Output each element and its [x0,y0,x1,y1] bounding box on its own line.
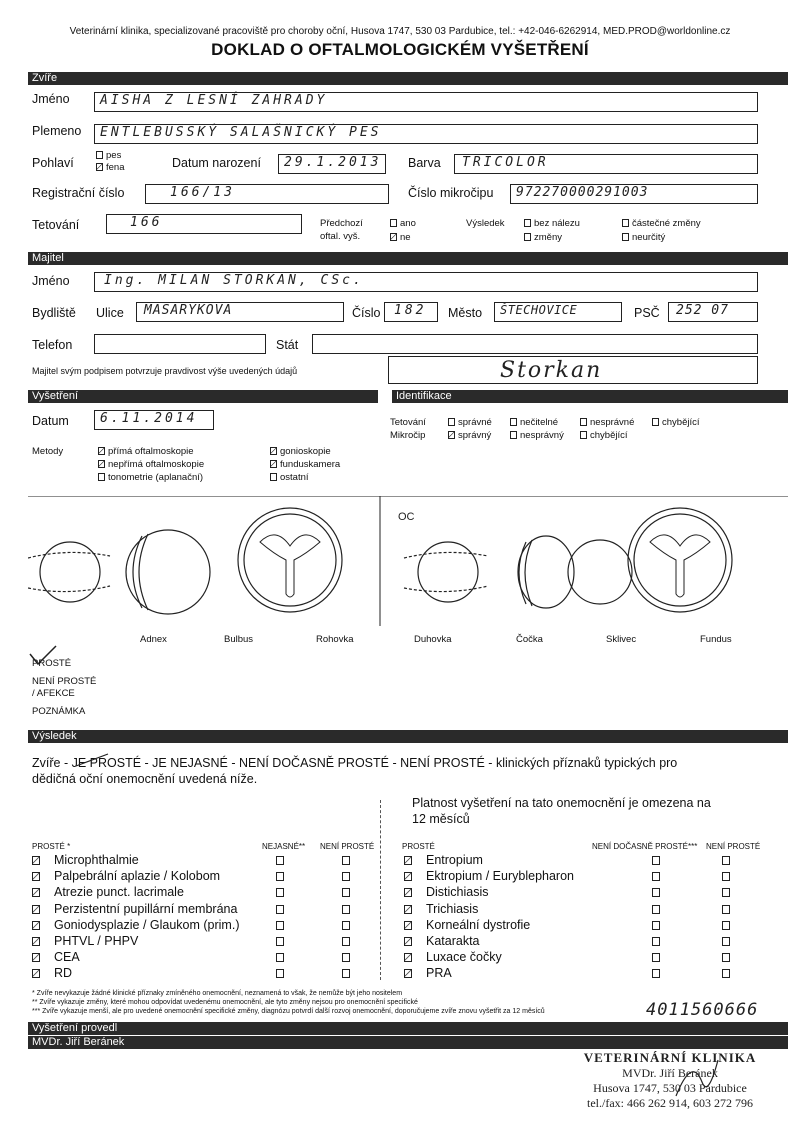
left-disease-name: CEA [54,950,80,965]
result-partial-text: částečné změny [632,218,701,229]
reg-label: Registrační číslo [32,186,125,200]
prev-yes-option[interactable] [390,218,416,229]
tattoo-illegible-option[interactable] [510,417,558,428]
right-disease-name: Korneální dystrofie [426,917,531,932]
exam-date-label: Datum [32,414,69,428]
right-option-checkbox[interactable] [722,921,730,930]
checkbox-checked[interactable] [448,431,455,439]
method-fundus-option[interactable] [270,459,340,470]
sex-label: Pohlaví [32,156,74,170]
prev-no-option[interactable] [390,232,411,243]
right-option-checkbox[interactable] [652,969,660,978]
left-clear-checkbox[interactable] [32,856,40,865]
sex-male-text: pes [106,150,122,161]
city-label: Město [448,306,483,320]
checkbox[interactable] [390,219,397,227]
result-none-text: bez nálezu [534,218,580,229]
street-label: Ulice [96,306,124,320]
owner-signature: Storkan [500,358,603,383]
method-direct-text: přímá oftalmoskopie [108,446,194,457]
checkbox[interactable] [622,233,629,241]
footnote-2: ** Zvíře vykazuje změny, které mohou odpovídat uvedenému onemocnění, ale tyto změny nejsou pro onemocnění specifické [32,999,418,1006]
state-label: Stát [276,338,299,352]
chip-missing-option[interactable] [580,430,628,441]
zip-value: 252 07 [676,303,729,318]
right-option-checkbox[interactable] [722,856,730,865]
left-option-checkbox[interactable] [342,953,350,962]
dob-label: Datum narození [172,156,261,170]
section-result: Výsledek [28,730,788,743]
animal-name-label: Jméno [32,92,70,106]
checkbox[interactable] [524,219,531,227]
checkbox[interactable] [622,219,629,227]
color-label: Barva [408,156,441,170]
tattoo-correct-option[interactable] [448,417,492,428]
right-option-checkbox[interactable] [722,872,730,881]
section-owner: Majitel [28,252,788,265]
left-option-checkbox[interactable] [342,888,350,897]
right-option-checkbox[interactable] [652,888,660,897]
tattoo-missing-option[interactable] [652,417,700,428]
column-divider [380,800,381,980]
left-clear-checkbox[interactable] [32,937,40,946]
right-option-checkbox[interactable] [652,921,660,930]
checkbox[interactable] [510,418,517,426]
clinic-stamp [560,1050,780,1111]
method-other-text: ostatní [280,472,309,483]
right-option-checkbox[interactable] [652,937,660,946]
left-disease-name: PHTVL / PHPV [54,934,139,948]
left-option-checkbox[interactable] [276,969,284,978]
diagram-label-fundus: Fundus [700,634,732,645]
checkbox[interactable] [96,151,103,159]
col-affected-left: NENÍ PROSTÉ [320,842,375,851]
methods-label: Metody [32,446,64,457]
result-none-option[interactable] [524,218,580,229]
tattoo-correct-text: správné [458,417,492,428]
left-clear-checkbox[interactable] [32,969,40,978]
method-indirect-text: nepřímá oftalmoskopie [108,459,205,470]
prev-yes-text: ano [400,218,416,229]
right-option-checkbox[interactable] [652,905,660,914]
checkbox[interactable] [652,418,659,426]
right-disease-name: PRA [426,966,452,981]
method-fundus-text: funduskamera [280,459,341,470]
checkbox-checked[interactable] [270,447,277,455]
left-option-checkbox[interactable] [276,921,284,930]
right-option-checkbox[interactable] [722,937,730,946]
checkbox-checked[interactable] [98,447,105,455]
right-clear-checkbox[interactable] [404,905,412,914]
checkbox[interactable] [580,418,587,426]
tattoo-incorrect-text: nesprávné [590,417,635,428]
col-unclear-left: NEJASNÉ** [262,842,306,851]
city-value: ŠTECHOVICE [500,303,578,317]
right-option-checkbox[interactable] [722,905,730,914]
left-option-checkbox[interactable] [276,856,284,865]
right-clear-checkbox[interactable] [404,953,412,962]
result-statement-2: dědičná oční onemocnění uvedená níže. [32,772,258,786]
diagram-label-bulbus: Bulbus [224,634,254,645]
checkbox[interactable] [270,473,277,481]
checkbox-checked[interactable] [270,460,277,468]
chip-incorrect-text: nesprávný [520,430,564,441]
prev-no-text: ne [400,232,411,243]
col-clear-left: PROSTÉ * [32,842,71,851]
result-label: Výsledek [466,218,505,229]
left-disease-name: Microphthalmie [54,853,139,867]
tattoo-incorrect-option[interactable] [580,417,634,428]
left-option-checkbox[interactable] [276,888,284,897]
chip-label: Číslo mikročipu [408,186,494,200]
checkbox[interactable] [580,431,587,439]
document-title: DOKLAD O OFTALMOLOGICKÉM VYŠETŘENÍ [211,40,589,59]
right-eye-diagrams [404,508,732,612]
status-affected-1: NENÍ PROSTÉ [32,676,97,687]
method-gonio-text: gonioskopie [280,446,331,457]
animal-name-value: AISHA Z LESNÍ ZAHRADY [100,93,328,108]
right-clear-checkbox[interactable] [404,937,412,946]
checkbox-checked[interactable] [96,163,103,171]
left-option-checkbox[interactable] [276,953,284,962]
left-clear-checkbox[interactable] [32,872,40,881]
tattoo-label: Tetování [32,218,80,232]
validity-text-2: 12 měsíců [412,812,470,826]
method-other-option[interactable] [270,472,309,483]
ident-tattoo-label: Tetování [390,417,426,428]
diagram-label-iris: Duhovka [414,634,452,645]
stamp-line-1: VETERINÁRNÍ KLINIKA [583,1050,757,1065]
strike-mark-icon [74,752,110,770]
stamp-line-2: MVDr. Jiří Beránek [622,1066,718,1080]
tattoo-missing-text: chybějící [662,417,700,428]
left-clear-checkbox[interactable] [32,921,40,930]
chip-value: 972270000291003 [516,185,649,200]
result-changes-text: změny [534,232,562,243]
status-clear: PROSTÉ [32,658,72,669]
right-option-checkbox[interactable] [722,969,730,978]
clinic-header: Veterinární klinika, specializované pracoviště pro choroby oční, Husova 1747, 530 03 Pardubice, tel.: +42-046-6262914, MED.PROD@worldonline.cz [69,26,731,37]
chip-missing-text: chybějící [590,430,628,441]
right-option-checkbox[interactable] [652,872,660,881]
left-clear-checkbox[interactable] [32,888,40,897]
method-tono-text: tonometrie (aplanační) [108,472,204,483]
result-unclear-text: neurčitý [632,232,666,243]
section-examiner: Vyšetření provedl [28,1022,788,1035]
chip-incorrect-option[interactable] [510,430,564,441]
method-indirect-option[interactable] [98,459,204,470]
examiner-signature-mark [672,1052,722,1102]
number-label: Číslo [352,306,381,320]
col-affected-right: NENÍ PROSTÉ [706,842,761,851]
diagram-label-vitreous: Sklivec [606,634,637,645]
left-option-checkbox[interactable] [342,872,350,881]
right-clear-checkbox[interactable] [404,888,412,897]
state-field[interactable] [312,334,758,354]
checkbox-checked[interactable] [98,460,105,468]
left-clear-checkbox[interactable] [32,953,40,962]
left-clear-checkbox[interactable] [32,905,40,914]
sex-female-option[interactable] [96,162,125,173]
sex-female-text: fena [106,162,125,173]
method-direct-option[interactable] [98,446,194,457]
left-disease-name: Perzistentní pupillární membrána [54,901,238,916]
right-clear-checkbox[interactable] [404,969,412,978]
stamp-line-4: tel./fax: 466 262 914, 603 272 796 [587,1096,753,1110]
diagram-label-cornea: Rohovka [316,634,354,645]
right-disease-name: Luxace čočky [426,950,502,965]
chip-correct-option[interactable] [448,430,491,441]
right-clear-checkbox[interactable] [404,872,412,881]
col-temp-right: NENÍ DOČASNĚ PROSTÉ*** [592,842,698,851]
left-disease-name: Atrezie punct. lacrimale [54,885,184,900]
section-identification: Identifikace [392,390,788,403]
right-option-checkbox[interactable] [722,953,730,962]
right-option-checkbox[interactable] [652,856,660,865]
right-disease-name: Ektropium / Euryblepharon [426,869,574,884]
ident-chip-label: Mikročip [390,430,426,441]
exam-date-value: 6.11.2014 [100,411,198,426]
left-eye-diagrams [28,508,342,614]
left-option-checkbox[interactable] [342,937,350,946]
left-disease-name: Palpebrální aplazie / Kolobom [54,869,221,884]
checkbox[interactable] [524,233,531,241]
tattoo-value: 166 [130,215,163,230]
right-clear-checkbox[interactable] [404,921,412,930]
od-label: OC [398,511,415,523]
footnote-3: *** Zvíře vykazuje menší, ale pro uvedené onemocnění specifické změny, diagnózu potvrdí další rozvoj onemocnění, doporučujeme zvíře znovu vyšetřit za 12 měsíců [32,1008,545,1015]
address-label: Bydliště [32,306,76,320]
right-option-checkbox[interactable] [722,888,730,897]
right-disease-name: Entropium [426,853,483,867]
left-option-checkbox[interactable] [342,969,350,978]
right-disease-name: Distichiasis [426,885,489,900]
owner-name-label: Jméno [32,274,70,288]
phone-field[interactable] [94,334,266,354]
section-animal: Zvíře [28,72,788,85]
col-clear-right: PROSTÉ [402,842,435,851]
eye-diagrams [28,496,788,626]
section-exam: Vyšetření [28,390,378,403]
right-disease-name: Trichiasis [426,901,479,916]
left-option-checkbox[interactable] [276,872,284,881]
method-tono-option[interactable] [98,472,203,483]
diagram-label-lens: Čočka [516,634,543,645]
number-value: 182 [394,303,427,318]
prev-exam-label-1: Předchozí [320,218,363,229]
tattoo-illegible-text: nečitelné [520,417,559,428]
result-changes-option[interactable] [524,232,562,243]
right-disease-name: Katarakta [426,934,480,948]
checkbox[interactable] [510,431,517,439]
note-label: POZNÁMKA [32,706,86,717]
status-affected-2: / AFEKCE [32,688,75,699]
left-disease-name: Goniodysplazie / Glaukom (prim.) [54,917,240,932]
owner-confirm-text: Majitel svým podpisem potvrzuje pravdivost výše uvedených údajů [32,366,298,376]
footnote-1: * Zvíře nevykazuje žádné klinické příznaky zmíněného onemocnění, neznamená to však, že nemůže být jeho nositelem [32,990,403,997]
left-option-checkbox[interactable] [276,937,284,946]
phone-label: Telefon [32,338,73,352]
diagram-label-adnex: Adnex [140,634,167,645]
street-value: MASARYKOVA [144,303,233,318]
reg-value: 166/13 [170,185,235,200]
left-option-checkbox[interactable] [342,856,350,865]
sex-male-option[interactable] [96,150,121,161]
examiner-name: MVDr. Jiří Beránek [28,1036,788,1049]
result-partial-option[interactable] [622,218,701,229]
color-value: TRICOLOR [462,155,549,170]
left-option-checkbox[interactable] [342,905,350,914]
dob-value: 29.1.2013 [284,155,382,170]
left-option-checkbox[interactable] [276,905,284,914]
stamp-line-3: Husova 1747, 530 03 Pardubice [593,1081,747,1095]
owner-name-value: Ing. MILAN STORKAN, CSc. [104,273,364,288]
zip-label: PSČ [634,306,660,320]
certificate-number: 4011560666 [646,1000,759,1020]
breed-label: Plemeno [32,124,82,138]
left-option-checkbox[interactable] [342,921,350,930]
right-clear-checkbox[interactable] [404,856,412,865]
checkbox[interactable] [98,473,105,481]
checkbox-checked[interactable] [390,233,397,241]
checkbox[interactable] [448,418,455,426]
method-gonio-option[interactable] [270,446,331,457]
right-option-checkbox[interactable] [652,953,660,962]
left-disease-name: RD [54,966,73,981]
breed-value: ENTLEBUSSKÝ SALAŠNICKÝ PES [100,125,382,140]
prev-exam-label-2: oftal. vyš. [320,231,361,242]
validity-text-1: Platnost vyšetření na tato onemocnění je omezena na [412,796,711,810]
chip-correct-text: správný [458,430,492,441]
result-statement-1: Zvíře - JE PROSTÉ - JE NEJASNÉ - NENÍ DOČASNĚ PROSTÉ - NENÍ PROSTÉ - klinických příznaků typických pro [32,756,678,770]
result-unclear-option[interactable] [622,232,665,243]
